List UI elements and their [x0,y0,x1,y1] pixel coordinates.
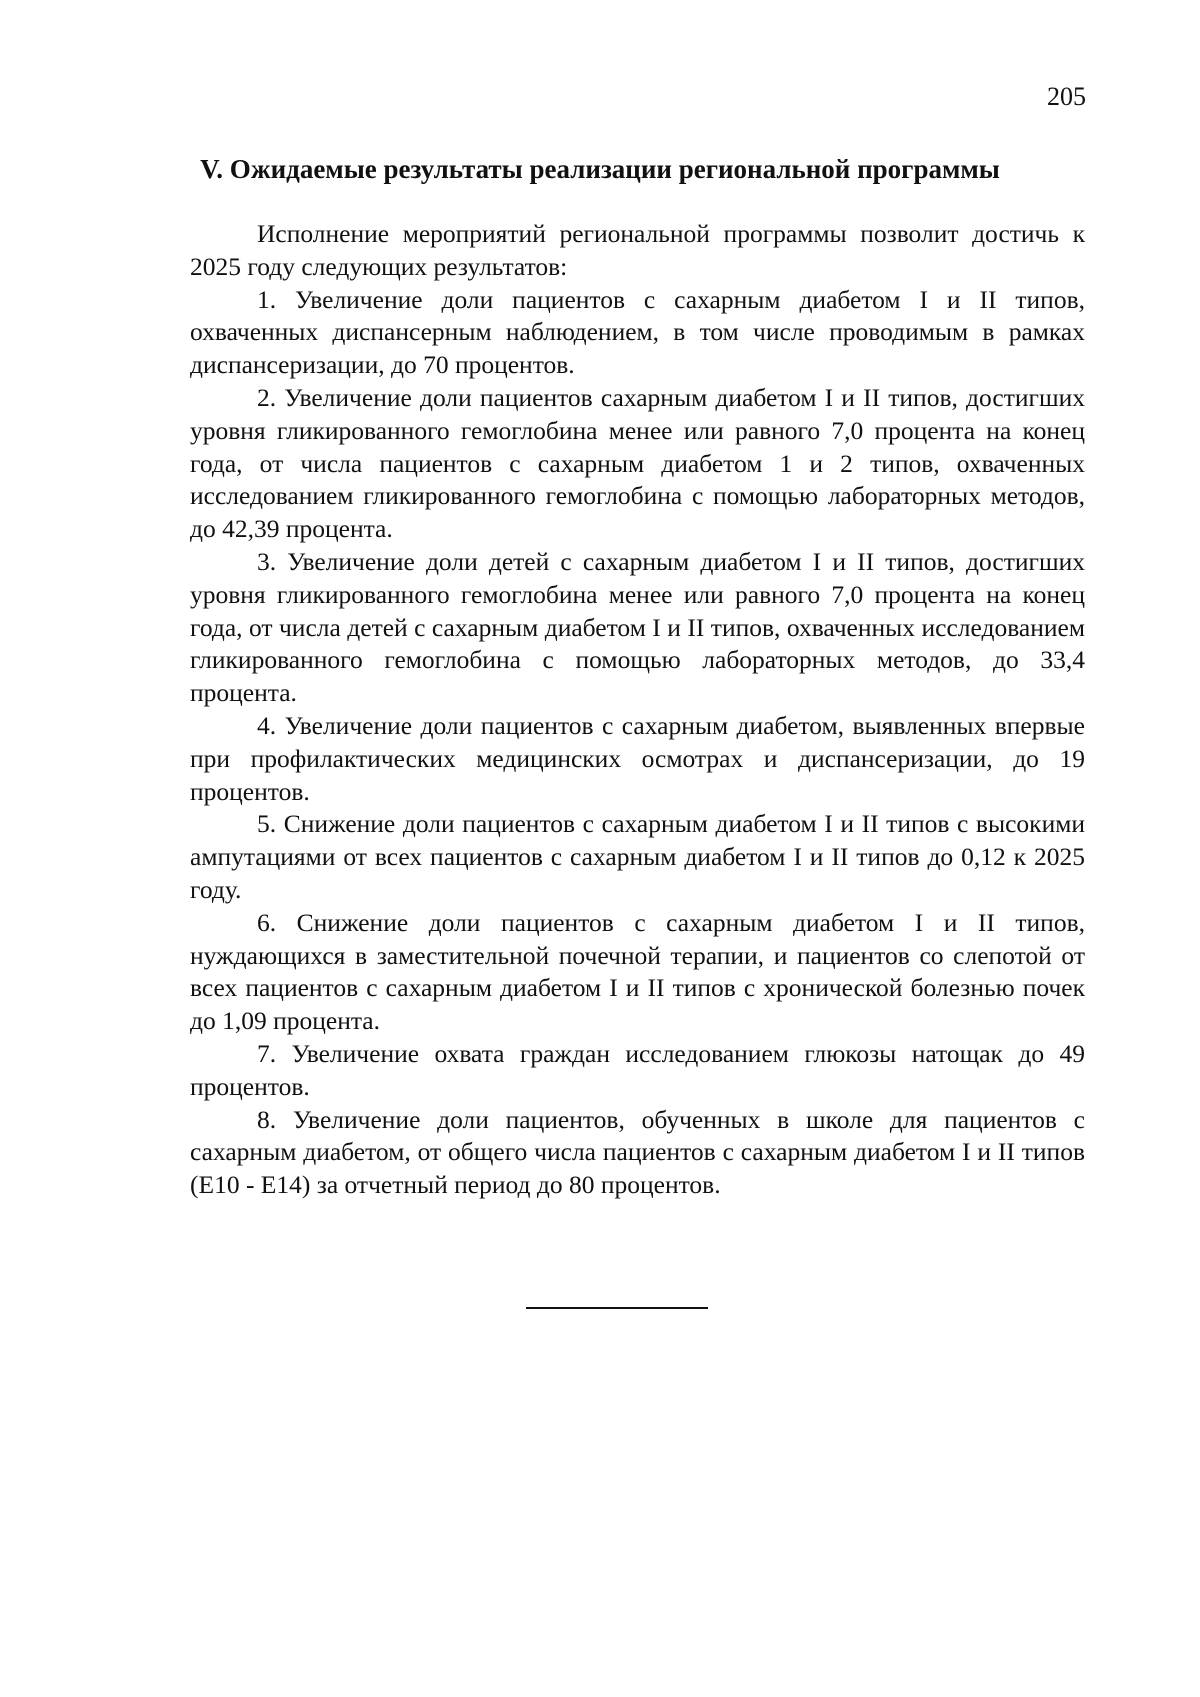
document-body [190,218,1085,1202]
result-item-6: 6. Снижение доли пациентов с сахарным диабетом I и II типов, нуждающихся в заместительной почечной терапии, и пациентов со слепотой от всех пациентов с сахарным диабетом I и II типов с хронической болезнью почек до 1,09 процента. [190,907,1085,1036]
result-item-5: 5. Снижение доли пациентов с сахарным диабетом I и II типов с высокими ампутациями от всех пациентов с сахарным диабетом I и II типов до 0,12 к 2025 году. [190,809,1085,904]
result-item-4: 4. Увеличение доли пациентов с сахарным диабетом, выявленных впервые при профилактических медицинских осмотрах и диспансеризации, до 19 процентов. [190,710,1085,806]
result-item-1: 1. Увеличение доли пациентов с сахарным диабетом I и II типов, охваченных диспансерным наблюдением, в том числе проводимым в рамках диспансеризации, до 70 процентов. [190,284,1085,380]
section-heading: V. Ожидаемые результаты реализации региональной программы [200,154,1000,184]
result-item-8: 8. Увеличение доли пациентов, обученных в школе для пациентов с сахарным диабетом, от общего числа пациентов с сахарным диабетом I и II типов (Е10 - Е14) за отчетный период до 80 процентов. [190,1104,1085,1200]
end-of-section-rule [526,1307,708,1309]
result-item-7: 7. Увеличение охвата граждан исследованием глюкозы натощак до 49 процентов. [190,1038,1085,1101]
intro-paragraph: Исполнение мероприятий региональной программы позволит достичь к 2025 году следующих результатов: [190,219,1085,281]
result-item-3: 3. Увеличение доли детей с сахарным диабетом I и II типов, достигших уровня гликированного гемоглобина менее или равного 7,0 процента на конец года, от числа детей с сахарным диабетом I и II типов, охваченных исследованием гликированного гемоглобина с помощью лабораторных методов, до 33,4 процента. [190,546,1085,708]
page-number: 205 [1047,82,1086,111]
result-item-2: 2. Увеличение доли пациентов сахарным диабетом I и II типов, достигших уровня гликированного гемоглобина менее или равного 7,0 процента на конец года, от числа пациентов с сахарным диабетом 1 и 2 типов, охваченных исследованием гликированного гемоглобина с помощью лабораторных методов, до 42,39 процента. [190,382,1085,544]
